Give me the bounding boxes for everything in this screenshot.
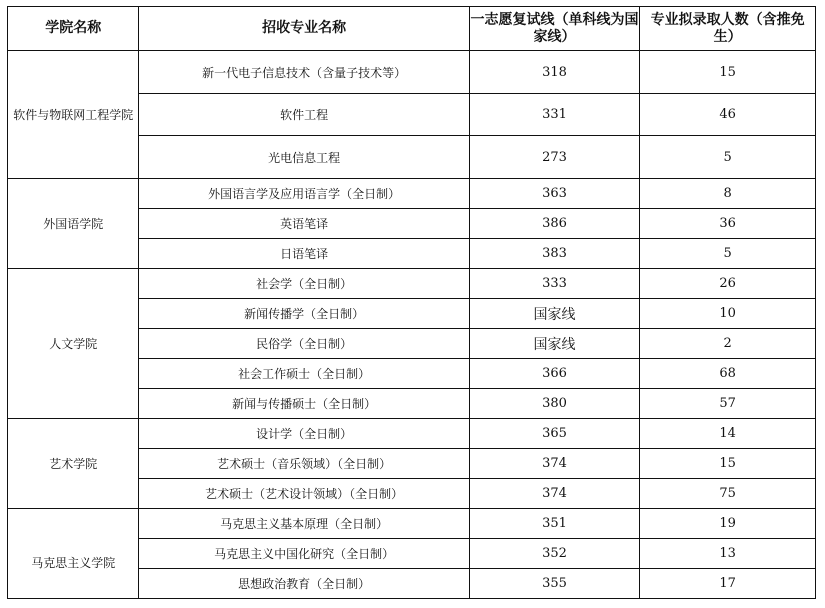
score-cell: 383 [469,239,640,269]
count-cell: 36 [640,209,816,239]
college-cell: 艺术学院 [8,419,139,509]
count-cell: 2 [640,329,816,359]
major-cell: 软件工程 [139,94,469,136]
table-row [8,51,816,94]
count-cell: 8 [640,179,816,209]
admission-table [7,6,816,599]
count-cell: 5 [640,136,816,179]
score-cell: 386 [469,209,640,239]
count-cell: 13 [640,539,816,569]
table-body [8,51,816,599]
score-cell: 333 [469,269,640,299]
count-cell: 19 [640,509,816,539]
count-cell: 17 [640,569,816,599]
major-cell: 马克思主义中国化研究（全日制） [139,539,469,569]
count-cell: 10 [640,299,816,329]
score-cell: 374 [469,449,640,479]
major-cell: 设计学（全日制） [139,419,469,449]
score-cell: 355 [469,569,640,599]
score-cell: 380 [469,389,640,419]
count-cell: 75 [640,479,816,509]
score-cell: 273 [469,136,640,179]
count-cell: 46 [640,94,816,136]
header-major: 招收专业名称 [139,7,469,51]
count-cell: 68 [640,359,816,389]
score-cell: 331 [469,94,640,136]
score-cell: 国家线 [469,329,640,359]
college-cell: 人文学院 [8,269,139,419]
header-score: 一志愿复试线（单科线为国家线） [469,7,640,51]
college-cell: 软件与物联网工程学院 [8,51,139,179]
count-cell: 14 [640,419,816,449]
score-cell: 374 [469,479,640,509]
score-cell: 352 [469,539,640,569]
major-cell: 英语笔译 [139,209,469,239]
header-count: 专业拟录取人数（含推免生） [640,7,816,51]
table-row [8,419,816,449]
score-cell: 366 [469,359,640,389]
header-college: 学院名称 [8,7,139,51]
score-cell: 365 [469,419,640,449]
major-cell: 日语笔译 [139,239,469,269]
count-cell: 57 [640,389,816,419]
table-row [8,509,816,539]
major-cell: 新一代电子信息技术（含量子技术等） [139,51,469,94]
major-cell: 思想政治教育（全日制） [139,569,469,599]
header-row [8,7,816,51]
score-cell: 318 [469,51,640,94]
major-cell: 社会工作硕士（全日制） [139,359,469,389]
table-row [8,269,816,299]
score-cell: 国家线 [469,299,640,329]
table-row [8,179,816,209]
count-cell: 26 [640,269,816,299]
major-cell: 光电信息工程 [139,136,469,179]
major-cell: 马克思主义基本原理（全日制） [139,509,469,539]
count-cell: 15 [640,449,816,479]
major-cell: 外国语言学及应用语言学（全日制） [139,179,469,209]
score-cell: 363 [469,179,640,209]
count-cell: 15 [640,51,816,94]
major-cell: 新闻传播学（全日制） [139,299,469,329]
major-cell: 艺术硕士（音乐领域）（全日制） [139,449,469,479]
major-cell: 新闻与传播硕士（全日制） [139,389,469,419]
major-cell: 社会学（全日制） [139,269,469,299]
major-cell: 民俗学（全日制） [139,329,469,359]
college-cell: 外国语学院 [8,179,139,269]
major-cell: 艺术硕士（艺术设计领域）（全日制） [139,479,469,509]
score-cell: 351 [469,509,640,539]
count-cell: 5 [640,239,816,269]
college-cell: 马克思主义学院 [8,509,139,599]
